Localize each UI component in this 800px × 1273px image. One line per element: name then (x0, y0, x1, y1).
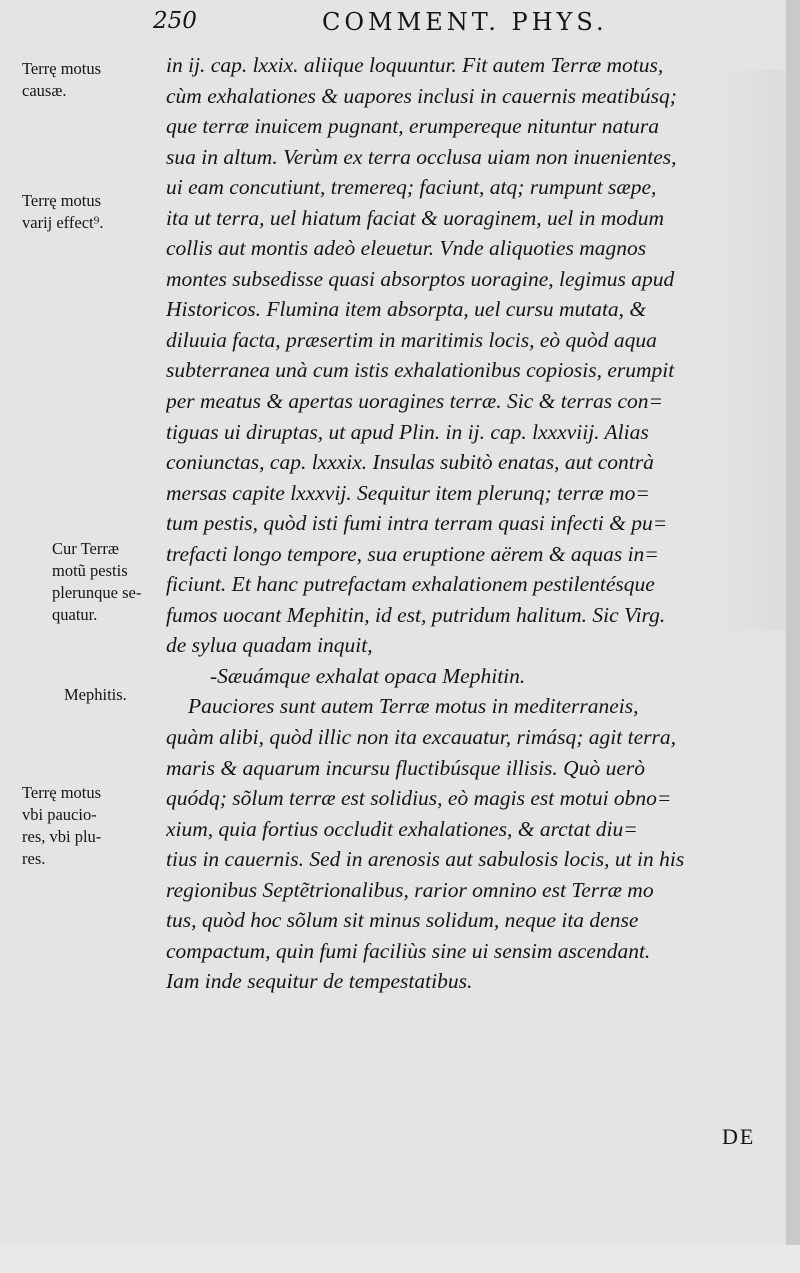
text-line: tius in cauernis. Sed in arenosis aut sabulosis locis, ut in his (166, 847, 685, 872)
marginal-note-line: varij effect⁹. (22, 213, 104, 232)
text-line: mersas capite lxxxvij. Sequitur item plerunq; terræ mo= (166, 480, 650, 505)
marginal-note-line: Cur Terræ (52, 539, 119, 558)
marginal-note-earthquake-effects (22, 190, 160, 234)
page-edge-bottom (0, 1245, 800, 1273)
catchword: DE (722, 1124, 756, 1149)
text-line: fumos uocant Mephitin, id est, putridum halitum. Sic Virg. (166, 602, 666, 627)
text-line: tiguas ui diruptas, ut apud Plin. in ij. cap. lxxxviij. Alias (166, 419, 649, 444)
text-line: regionibus Septẽtrionalibus, rarior omnino est Terræ mo (166, 877, 654, 902)
text-line: Iam inde sequitur de tempestatibus. (166, 969, 473, 994)
text-line: compactum, quin fumi faciliùs sine ui sensim ascendant. (166, 938, 651, 963)
text-line: montes subsedisse quasi absorptos uoragine, legimus apud (166, 266, 675, 291)
text-line: Historicos. Flumina item absorpta, uel cursu mutata, & (166, 297, 647, 322)
text-line: quàm alibi, quòd illic non ita excauatur, rimásq; agit terra, (166, 725, 677, 750)
text-line: que terræ inuicem pugnant, erumpereque nituntur natura (166, 114, 660, 139)
marginal-note-line: Mephitis. (64, 685, 127, 704)
marginal-note-line: Terrę motus (22, 783, 102, 802)
text-line: sua in altum. Verùm ex terra occlusa uiam non inuenientes, (166, 144, 677, 169)
verse-quotation: -Sæuámque exhalat opaca Mephitin. (210, 663, 526, 688)
marginal-note-line: Terrę motus (22, 191, 102, 210)
text-line: subterranea unà cum istis exhalationibus copiosis, erumpit (166, 358, 675, 383)
marginal-note-line: vbi paucio- (22, 805, 97, 824)
text-line: tus, quòd hoc sõlum sit minus solidum, neque ita dense (166, 908, 639, 933)
marginal-note-line: causæ. (22, 81, 67, 100)
marginal-note-line: quatur. (52, 605, 98, 624)
marginal-note-line: motũ pestis (52, 561, 128, 580)
page-number: 250 (153, 8, 197, 34)
page-edge-right (786, 0, 800, 1273)
text-line: quódq; sõlum terræ est solidius, eò magis est motui obno= (166, 786, 672, 811)
text-line: xium, quia fortius occludit exhalationes, & arctat diu= (166, 816, 638, 841)
main-text (166, 50, 778, 997)
text-line: maris & aquarum incursu fluctibúsque illisis. Quò uerò (166, 755, 645, 780)
text-line: in ij. cap. lxxix. aliique loquuntur. Fit autem Terræ motus, (166, 53, 664, 77)
running-title: COMMENT. PHYS. (322, 8, 608, 36)
marginal-note-line: res, vbi plu- (22, 827, 102, 846)
text-line: diluuia facta, præsertim in maritimis locis, eò quòd aqua (166, 327, 657, 352)
text-line: ita ut terra, uel hiatum faciat & uoraginem, uel in modum (166, 205, 665, 230)
text-line: coniunctas, cap. lxxxix. Insulas subitò enatas, aut contrà (166, 450, 654, 475)
marginal-note-line: plerunque se- (52, 583, 142, 602)
marginal-note-line: Terrę motus (22, 59, 102, 78)
text-line: tum pestis, quòd isti fumi intra terram quasi infecti & pu= (166, 511, 668, 536)
text-line: de sylua quadam inquit, (166, 633, 373, 658)
text-line: per meatus & apertas uoragines terræ. Sic & terras con= (166, 389, 664, 414)
text-line: collis aut montis adeò eleuetur. Vnde aliquoties magnos (166, 236, 647, 261)
text-line: cùm exhalationes & uapores inclusi in cauernis meatibúsq; (166, 83, 677, 108)
paragraph-start: Pauciores sunt autem Terræ motus in mediterraneis, (188, 694, 639, 719)
marginal-note-earthquake-causes (22, 58, 160, 102)
marginal-note-earthquake-frequency (22, 782, 160, 870)
marginal-note-pestilence (52, 538, 190, 626)
text-line: ficiunt. Et hanc putrefactam exhalationem pestilentésque (166, 572, 655, 597)
text-line: ui eam concutiunt, tremereq; faciunt, atq; rumpunt sæpe, (166, 175, 657, 200)
page-header (0, 6, 800, 42)
marginal-note-line: res. (22, 849, 46, 868)
marginal-note-mephitis (64, 684, 202, 706)
text-line: trefacti longo tempore, sua eruptione aërem & aquas in= (166, 541, 659, 566)
